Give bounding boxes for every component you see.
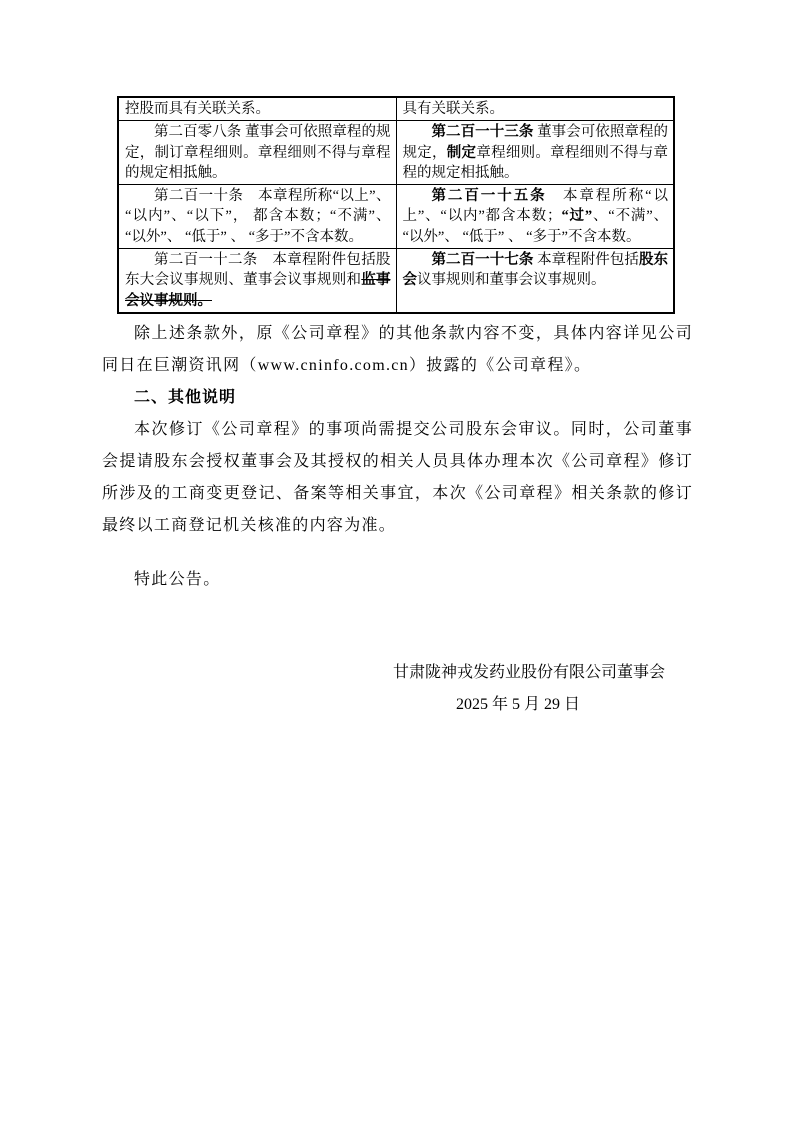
table-cell-right xyxy=(396,97,674,121)
table-cell-right xyxy=(396,185,674,249)
table-row xyxy=(118,249,674,313)
table-row xyxy=(118,121,674,185)
text-run: 本章程附件包括 xyxy=(533,252,639,269)
table-cell-left xyxy=(118,97,396,121)
announcement-date: 2025 年 5 月 29 日 xyxy=(455,695,580,713)
text-run: 第二百一十二条 本章程附件包括股东大会议事规则、董事会议事规则和 xyxy=(125,252,391,289)
section-heading-other-notes: 二、其他说明 xyxy=(134,388,237,406)
comparison-table-body xyxy=(118,97,674,313)
table-row xyxy=(118,97,674,121)
table-cell-right xyxy=(396,121,674,185)
table-cell-left xyxy=(118,185,396,249)
text-run: 章程细则。章程细则不得与章程的规定相抵触。 xyxy=(402,144,669,181)
emphasis-text-run: 制定 xyxy=(446,144,477,161)
table-cell-right xyxy=(396,249,674,313)
emphasis-text-run: 第二百一十五条 xyxy=(431,188,547,205)
emphasis-text-run: 第二百一十七条 xyxy=(431,252,534,269)
text-run: 第二百一十条 本章程所称“以上”、“以内”、“以下”， 都含本数；“不满”、“以外”、 “低于” 、 “多于”不含本数。 xyxy=(125,188,391,245)
emphasis-text-run: 股东会 xyxy=(402,252,669,289)
text-run: 控股而具有关联关系。 xyxy=(125,101,270,117)
text-run: 第二百零八条 董事会可依照章程的规定，制订章程细则。章程细则不得与章程的规定相抵触。 xyxy=(125,124,391,181)
deleted-text-run: 监事会议事规则。 xyxy=(125,272,391,309)
paragraph-unchanged-terms: 除上述条款外，原《公司章程》的其他条款内容不变，具体内容详见公司同日在巨潮资讯网（www.cninfo.com.cn）披露的《公司章程》。 xyxy=(102,324,693,374)
amendment-comparison-table xyxy=(117,96,675,314)
text-run: 本章程所称“以上”、“以内”都含本数； xyxy=(402,188,668,225)
paragraph-approval-notes: 本次修订《公司章程》的事项尚需提交公司股东会审议。同时，公司董事会提请股东会授权董事会及其授权的相关人员具体办理本次《公司章程》修订所涉及的工商变更登记、备案等相关事宜，本次《公司章程》相关条款的修订最终以工商登记机关核准的内容为准。 xyxy=(102,420,693,534)
text-run: 具有关联关系。 xyxy=(402,101,504,117)
document-content xyxy=(102,96,693,721)
table-row xyxy=(118,185,674,249)
text-run: 董事会可依照章程的规定， xyxy=(402,124,669,161)
emphasis-text-run: “过” xyxy=(561,208,593,225)
emphasis-text-run: 第二百一十三条 xyxy=(431,124,534,141)
paragraph-announcement-closing: 特此公告。 xyxy=(134,570,221,588)
table-cell-left xyxy=(118,249,396,313)
table-cell-left xyxy=(118,121,396,185)
text-run: 、“不满”、“以外”、 “低于” 、 “多于”不含本数。 xyxy=(402,208,669,245)
text-run: 议事规则和董事会议事规则。 xyxy=(417,272,606,289)
signature-board-of-directors: 甘肃陇神戎发药业股份有限公司董事会 xyxy=(392,663,665,681)
